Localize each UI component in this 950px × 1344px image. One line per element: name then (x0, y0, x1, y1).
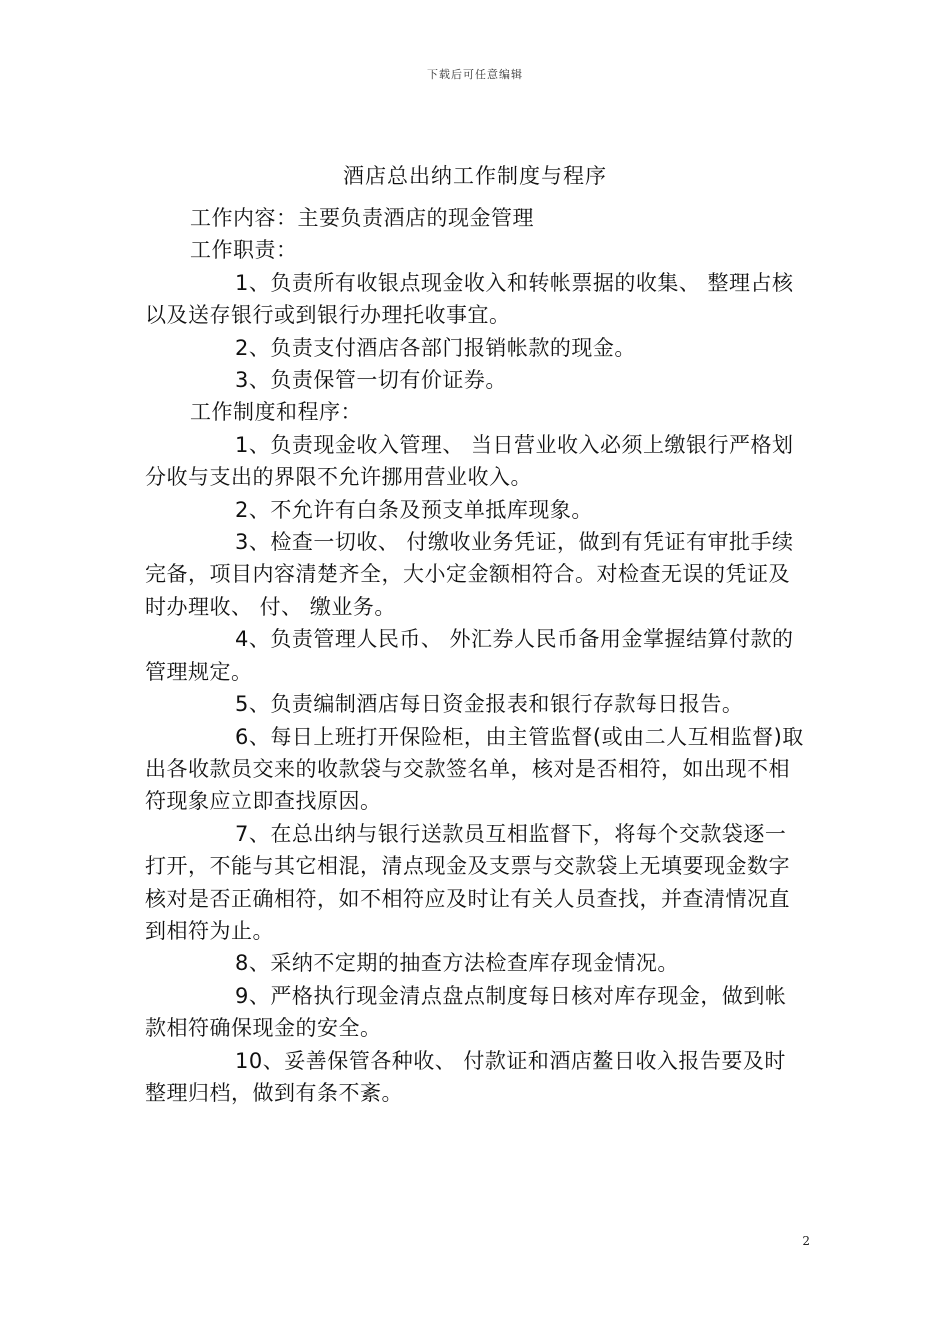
rule-number: 1、 (235, 432, 271, 457)
rule-number: 2、 (235, 497, 271, 522)
work-content-line: 工作内容：主要负责酒店的现金管理 (190, 206, 534, 230)
rules-heading: 工作制度和程序： (190, 400, 362, 425)
document-body (145, 202, 805, 1109)
page-header: 下载后可任意编辑 (427, 68, 523, 81)
rule-number: 6、 (235, 724, 271, 749)
rule-text: 负责现金收入管理、 当日营业收入必须上缴银行严格划分收与支出的界限不允许挪用营业收入。 (145, 432, 794, 490)
duty-number: 2、 (235, 335, 271, 360)
rule-item-9 (145, 980, 805, 1045)
rule-item-5 (145, 688, 805, 720)
rule-item-3 (145, 526, 805, 623)
rule-text: 妥善保管各种收、 付款证和酒店鳌日收入报告要及时整理归档，做到有条不紊。 (145, 1048, 786, 1105)
rule-number: 8、 (235, 951, 271, 976)
rule-text: 严格执行现金清点盘点制度每日核对库存现金，做到帐款相符确保现金的安全。 (145, 983, 787, 1041)
duty-number: 1、 (235, 270, 271, 295)
duty-item-3 (145, 364, 805, 396)
rule-item-7 (145, 818, 805, 948)
rule-number: 3、 (235, 530, 271, 555)
duty-item-1 (145, 267, 805, 332)
rule-text: 负责编制酒店每日资金报表和银行存款每日报告。 (270, 692, 744, 717)
rule-number: 4、 (235, 627, 271, 652)
rule-item-6 (145, 721, 805, 818)
rule-text: 在总出纳与银行送款员互相监督下，将每个交款袋逐一打开，不能与其它相混，清点现金及支票与交款袋上无填要现金数字核对是否正确相符，如不相符应及时让有关人员查找，并查清情况直到相符为止。 (145, 821, 790, 943)
page-number: 2 (802, 1234, 810, 1248)
rule-number: 10、 (235, 1048, 285, 1073)
duty-number: 3、 (235, 368, 271, 393)
rule-item-2 (145, 494, 805, 526)
duty-item-2 (145, 332, 805, 364)
rule-number: 7、 (235, 821, 271, 846)
rule-number: 9、 (235, 983, 271, 1008)
duties-heading: 工作职责： (190, 238, 298, 263)
document-title: 酒店总出纳工作制度与程序 (343, 164, 607, 188)
rule-item-1 (145, 429, 805, 494)
rule-number: 5、 (235, 692, 271, 717)
duty-text: 负责所有收银点现金收入和转帐票据的收集、 整理占核以及送存银行或到银行办理托收事宜。 (145, 270, 794, 328)
rule-item-10 (145, 1045, 805, 1110)
duty-text: 负责保管一切有价证券。 (270, 368, 507, 393)
rule-text: 每日上班打开保险柜，由主管监督(或由二人互相监督)取出各收款员交来的收款袋与交款签名单，核对是否相符，如出现不相符现象应立即查找原因。 (145, 724, 804, 814)
rule-text: 采纳不定期的抽查方法检查库存现金情况。 (270, 951, 679, 976)
rule-text: 检查一切收、 付缴收业务凭证，做到有凭证有审批手续完备，项目内容清楚齐全，大小定金额相符合。对检查无误的凭证及时办理收、 付、 缴业务。 (145, 530, 794, 619)
rule-item-8 (145, 947, 805, 979)
rule-text: 不允许有白条及预支单抵库现象。 (270, 497, 593, 522)
duty-text: 负责支付酒店各部门报销帐款的现金。 (270, 335, 636, 360)
rule-item-4 (145, 623, 805, 688)
rule-text: 负责管理人民币、 外汇券人民币备用金掌握结算付款的管理规定。 (145, 627, 794, 684)
